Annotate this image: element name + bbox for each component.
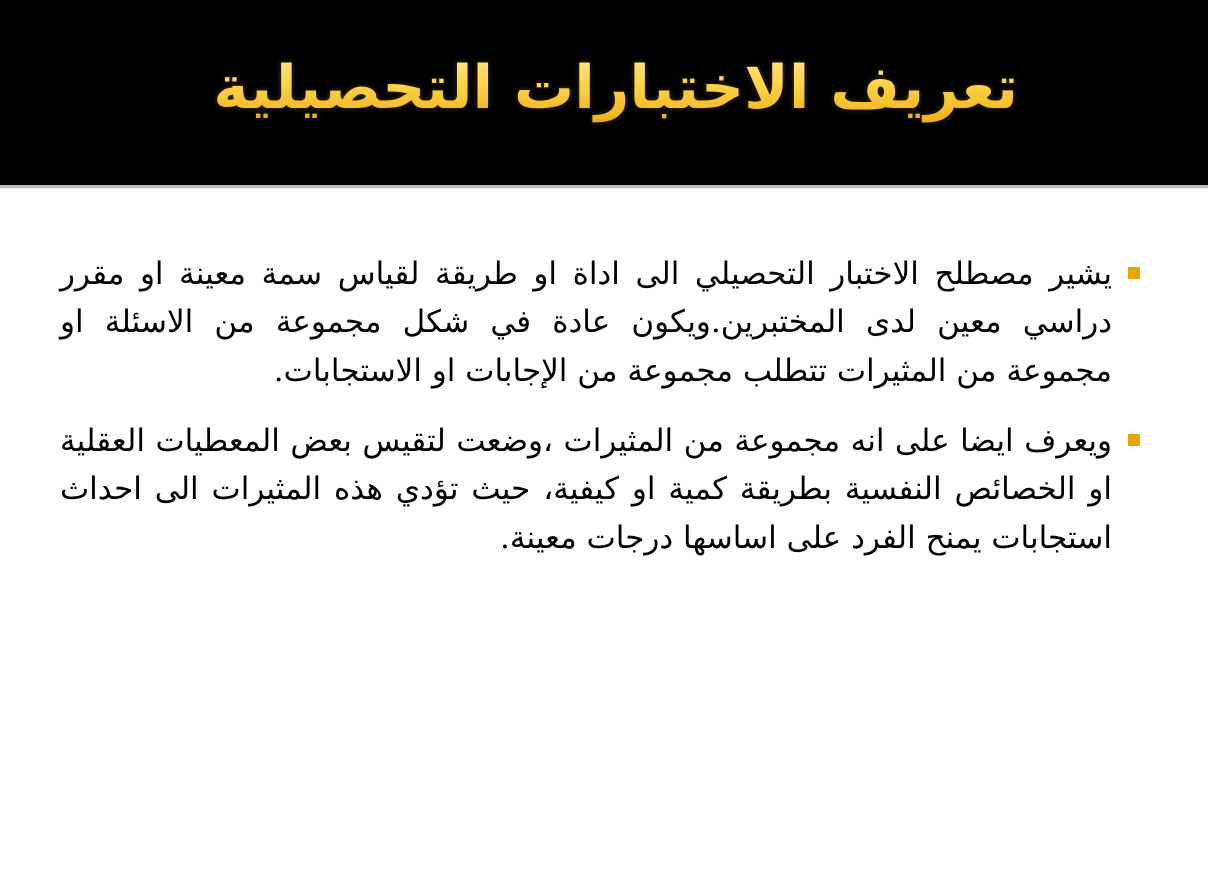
- bullet-item: [60, 250, 1140, 395]
- title-bar: [0, 0, 1208, 185]
- bullet-text: يشير مصطلح الاختبار التحصيلي الى اداة او طريقة لقياس سمة معينة او مقرر دراسي معين لدى المختبرين.ويكون عادة في شكل مجموعة من الاسئلة او مجموعة من المثيرات تتطلب مجموعة من الإجابات او الاستجابات.: [60, 256, 1112, 389]
- square-bullet-icon: [1128, 267, 1140, 279]
- bullet-item: [60, 417, 1140, 562]
- bullet-list: [60, 250, 1140, 562]
- slide-body: [60, 250, 1140, 870]
- bullet-text: ويعرف ايضا على انه مجموعة من المثيرات ،وضعت لتقيس بعض المعطيات العقلية او الخصائص النفسية بطريقة كمية او كيفية، حيث تؤدي هذه المثيرات الى احداث استجابات يمنح الفرد على اساسها درجات معينة.: [60, 423, 1112, 556]
- slide-title: تعريف الاختبارات التحصيلية: [213, 53, 1018, 123]
- title-divider-highlight: [0, 188, 1208, 189]
- square-bullet-icon: [1128, 434, 1140, 446]
